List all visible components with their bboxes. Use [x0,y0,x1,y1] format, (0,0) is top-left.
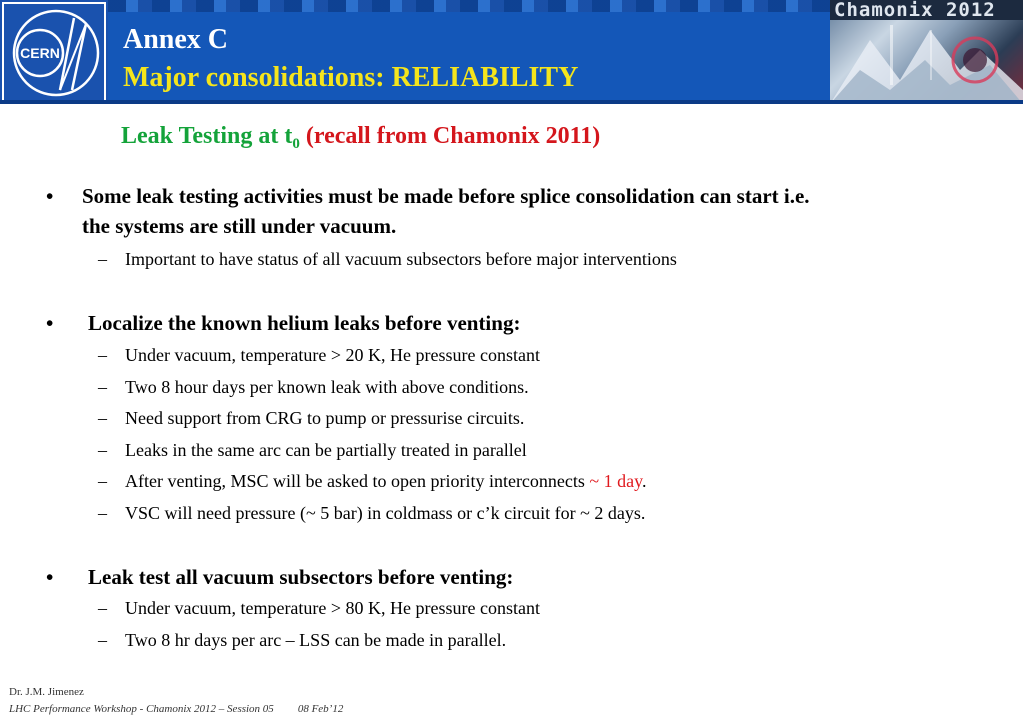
subtitle-main: Leak Testing at t [121,123,293,149]
slide-title: Major consolidations: RELIABILITY [123,62,579,93]
header-rule [0,100,1023,104]
conference-artwork-icon [830,20,1023,104]
conference-badge-title: Chamonix 2012 [834,0,996,21]
subtitle-recall: (recall from Chamonix 2011) [299,123,601,149]
highlight-duration: ~ 1 day [589,471,642,491]
slide: CERN Annex C Major consolidations: RELIABILITY Chamonix 2012 Leak Testing at $t_0$ (recall from Chamonix 2011) • Some leak testing activities must be made before splice consolidation can start i.e. the systems are still under vacuum. – Important to have status of all vacuum subsectors before major interventions • Localize the known helium leaks before venting: – Under vacuum, temperature > 20 K, He pressure constant – Two 8 hour days per known leak with above conditions. – Need support from CRG to pump or pressurise circuits. – Leaks in the same arc can be partially treated in parallel – After venting, MSC will be asked to open priority interconnects ~ 1 day. – VSC will need pressure (~ 5 bar) in coldmass or c’k circuit for ~ 2 days. • Leak test all vacuum subsectors before venting: – Under vacuum, temperature > 80 K, He pressure constant – Two 8 hr days per arc – LSS can be made in parallel. Dr. J.M. Jimenez LHC Performance Workshop - Chamonix 2012 – Session 05 08 Feb’12 [0,0,1023,723]
bullet-dot: • [46,184,54,208]
bullet-dot: • [46,311,54,335]
cern-logo-icon [0,0,108,104]
bullet-2-line-1: Localize the known helium leaks before venting: [88,311,521,335]
bullet-dot: • [46,565,54,589]
footer-author: Dr. J.M. Jimenez [9,686,84,698]
bullet-3-line-1: Leak test all vacuum subsectors before venting: [88,565,514,589]
cern-logo-text: CERN [20,45,60,61]
header-decoration [108,0,830,12]
footer-workshop: LHC Performance Workshop - Chamonix 2012 – Session 05 08 Feb’12 [9,703,344,715]
slide-annex: Annex C [123,24,229,55]
footer-date: 08 Feb’12 [297,703,344,715]
cern-logo [0,0,108,104]
bullet-1-line-1: Some leak testing activities must be made before splice consolidation can start i.e. [82,184,810,208]
bullet-1-line-2: the systems are still under vacuum. [82,214,397,238]
subtitle [121,123,600,153]
conference-badge [830,0,1023,104]
subtitle-subscript: 0 [292,136,300,152]
